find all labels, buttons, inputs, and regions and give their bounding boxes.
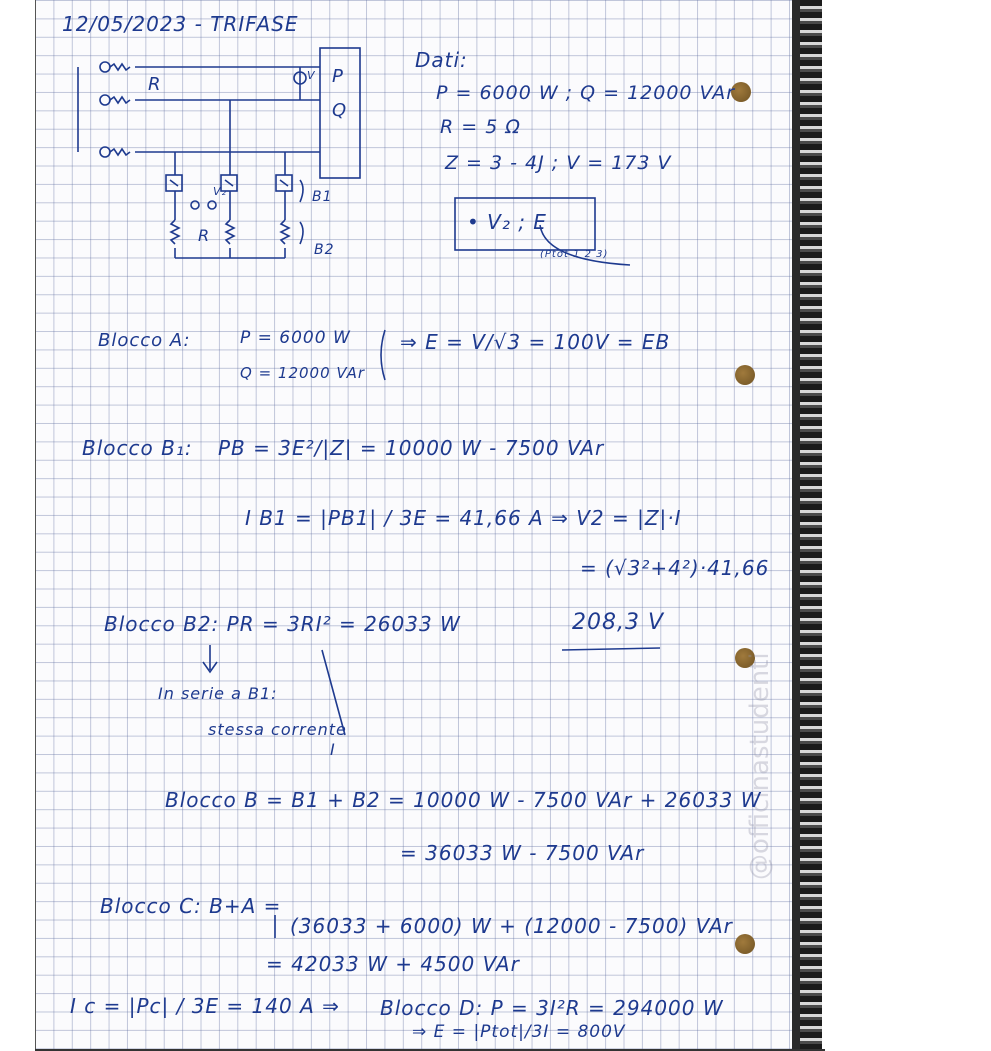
watermark: @officinastudenti bbox=[745, 652, 775, 880]
blocco-d-formula: Blocco D: P = 3I²R = 294000 W bbox=[380, 996, 724, 1020]
label-v: V bbox=[307, 69, 316, 82]
v2-probe-2 bbox=[208, 201, 216, 209]
blocco-b-line-2: = 36033 W - 7500 VAr bbox=[400, 841, 645, 865]
blocco-b2-note-i: I bbox=[330, 740, 336, 759]
blocco-b-line-1: Blocco B = B1 + B2 = 10000 W - 7500 VAr + 26033 W bbox=[165, 788, 762, 812]
blocco-c-line-2: = 42033 W + 4500 VAr bbox=[266, 952, 520, 976]
blocco-a-p: P = 6000 W bbox=[240, 328, 351, 348]
dati-line-1: P = 6000 W ; Q = 12000 VAr bbox=[436, 82, 736, 104]
page-date-title: 12/05/2023 - TRIFASE bbox=[62, 12, 299, 36]
blocco-b2-formula: Blocco B2: PR = 3RI² = 26033 W bbox=[104, 612, 461, 636]
load-resistor-1 bbox=[171, 220, 179, 244]
label-r-line: R bbox=[148, 74, 162, 95]
blocco-b2-note-1: In serie a B1: bbox=[158, 684, 278, 703]
terminal-1 bbox=[100, 62, 110, 72]
v2-calculation: = (√3²+4²)·41,66 bbox=[580, 556, 770, 580]
dati-line-3: Z = 3 - 4J ; V = 173 V bbox=[445, 152, 672, 174]
label-q: Q bbox=[332, 100, 348, 121]
load-resistor-3 bbox=[281, 220, 289, 244]
current-b1-formula: I B1 = |PB1| / 3E = 41,66 A ⇒ V2 = |Z|·I bbox=[245, 506, 682, 530]
dati-box-note: (Ptot 1 2 3) bbox=[540, 249, 609, 260]
label-r-load: R bbox=[198, 226, 211, 245]
label-b2: B2 bbox=[314, 242, 335, 258]
brace-b1 bbox=[300, 180, 303, 202]
blocco-b1-formula: PB = 3E²/|Z| = 10000 W - 7500 VAr bbox=[218, 436, 605, 460]
blocco-c-label: Blocco C: B+A = bbox=[100, 894, 282, 918]
line-resistor-3 bbox=[110, 149, 130, 155]
terminal-2 bbox=[100, 95, 110, 105]
result-underline bbox=[562, 648, 660, 650]
v2-result: 208,3 V bbox=[572, 610, 665, 635]
load-resistor-2 bbox=[226, 220, 234, 244]
blocco-a-result: ⇒ E = V/√3 = 100V = EB bbox=[400, 330, 671, 354]
dati-box-text: • V₂ ; E bbox=[467, 210, 547, 234]
label-b1: B1 bbox=[312, 189, 333, 205]
brace-blocco-a bbox=[381, 330, 385, 380]
line-resistor-2 bbox=[110, 97, 130, 103]
blocco-b1-label: Blocco B₁: bbox=[82, 436, 193, 460]
label-p: P bbox=[332, 66, 344, 87]
blocco-b2-note-2: stessa corrente bbox=[208, 720, 347, 739]
blocco-c-line-1: (36033 + 6000) W + (12000 - 7500) VAr bbox=[290, 914, 733, 938]
label-v2: V₂ bbox=[213, 185, 227, 198]
current-c-formula: I c = |Pc| / 3E = 140 A ⇒ bbox=[70, 994, 340, 1018]
blocco-a-q: Q = 12000 VAr bbox=[240, 364, 366, 382]
line-resistor-1 bbox=[110, 64, 130, 70]
blocco-a-label: Blocco A: bbox=[98, 330, 191, 351]
dati-line-2: R = 5 Ω bbox=[440, 116, 521, 138]
v2-probe-1 bbox=[191, 201, 199, 209]
dati-heading: Dati: bbox=[415, 48, 468, 72]
terminal-3 bbox=[100, 147, 110, 157]
e-result: ⇒ E = |Ptot|/3I = 800V bbox=[412, 1022, 626, 1042]
brace-b2 bbox=[300, 222, 303, 244]
